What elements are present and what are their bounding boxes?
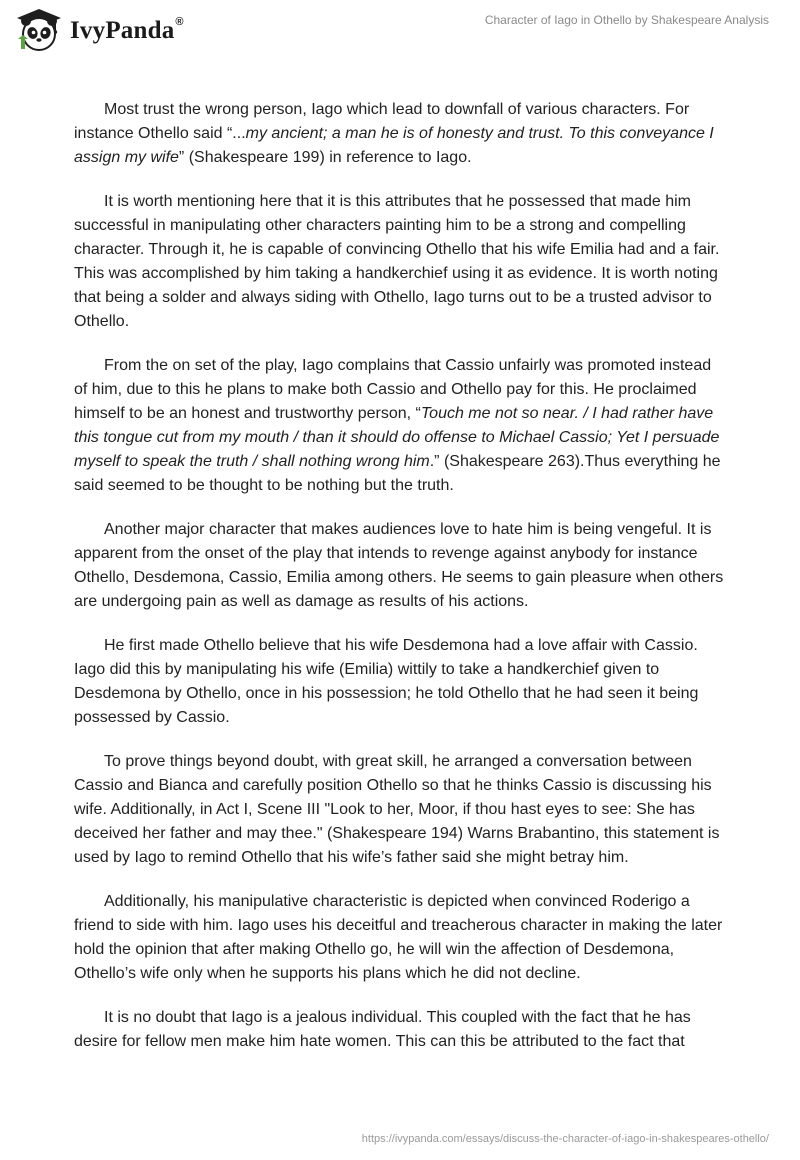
paragraph-text: ” (Shakespeare 199) in reference to Iago. xyxy=(178,149,472,166)
essay-paragraph xyxy=(74,1006,726,1054)
paragraph-text: Most trust the wrong person, Iago which lead to downfall of various characters. For instance Othello said “... xyxy=(74,101,690,142)
essay-paragraph xyxy=(74,518,726,614)
registered-mark: ® xyxy=(175,15,184,28)
paragraph-text: To prove things beyond doubt, with great skill, he arranged a conversation between Cassio and Bianca and carefully position Othello so that he thinks Cassio is discussing his wife. Additionally, in Act I, Scene III "Look to her, Moor, if thou hast eyes to see: She has deceived her father and may thee." (Shakespeare 194) Warns Brabantino, this statement is used by Iago to remind Othello that his wife’s father said she might betray him. xyxy=(74,753,720,866)
essay-body xyxy=(74,98,726,1074)
ivypanda-logo[interactable] xyxy=(14,8,184,52)
essay-paragraph xyxy=(74,750,726,870)
essay-paragraph xyxy=(74,634,726,730)
essay-paragraph xyxy=(74,190,726,334)
quotation-text: Touch me not so near. / I had rather have this tongue cut from my mouth / than it should do offense to Michael Cassio; Yet I persuade myself to speak the truth / shall nothing wrong him xyxy=(74,405,720,470)
paragraph-text: It is no doubt that Iago is a jealous individual. This coupled with the fact that he has desire for fellow men make him hate women. This can this be attributed to the fact that xyxy=(74,1009,691,1050)
essay-paragraph xyxy=(74,98,726,170)
document-title: Character of Iago in Othello by Shakespeare Analysis xyxy=(484,13,769,27)
essay-paragraph xyxy=(74,354,726,498)
quotation-text: my ancient; a man he is of honesty and trust. To this conveyance I assign my wife xyxy=(74,125,714,166)
paragraph-text: Another major character that makes audiences love to hate him is being vengeful. It is apparent from the onset of the play that intends to revenge against anybody for instance Othello, Desdemona, Cassio, Emilia among others. He seems to gain pleasure when others are undergoing pain as well as damage as results of his actions. xyxy=(74,521,724,610)
page-header xyxy=(0,0,800,66)
paragraph-text: Additionally, his manipulative characteristic is depicted when convinced Roderigo a friend to side with him. Iago uses his deceitful and treacherous character in making the later hold the opinion that after making Othello go, he will win the affection of Desdemona, Othello’s wife only when he supports his plans which he did not decline. xyxy=(74,893,723,982)
paragraph-text: It is worth mentioning here that it is this attributes that he possessed that made him successful in manipulating other characters painting him to be a strong and compelling character. Through it, he is capable of convincing Othello that his wife Emilia had and a fair. This was accomplished by him taking a handkerchief using it as evidence. It is worth noting that being a solder and always siding with Othello, Iago turns out to be a trusted advisor to Othello. xyxy=(74,193,720,330)
essay-paragraph xyxy=(74,890,726,986)
paragraph-text: He first made Othello believe that his wife Desdemona had a love affair with Cassio. Iago did this by manipulating his wife (Emilia) wittily to take a handkerchief given to Desdemona by Othello, once in his possession; he told Othello that he had seen it being possessed by Cassio. xyxy=(74,637,699,726)
panda-mascot-icon xyxy=(14,8,64,52)
paragraph-text: .” (Shakespeare 263).Thus everything he said seemed to be thought to be nothing but the truth. xyxy=(74,453,721,494)
source-url[interactable]: https://ivypanda.com/essays/discuss-the-character-of-iago-in-shakespeares-othello/ xyxy=(361,1133,769,1145)
paragraph-text: From the on set of the play, Iago complains that Cassio unfairly was promoted instead of him, due to this he plans to make both Cassio and Othello pay for this. He proclaimed himself to be an honest and trustworthy person, “ xyxy=(74,357,712,422)
brand-name: IvyPanda® xyxy=(70,15,184,44)
